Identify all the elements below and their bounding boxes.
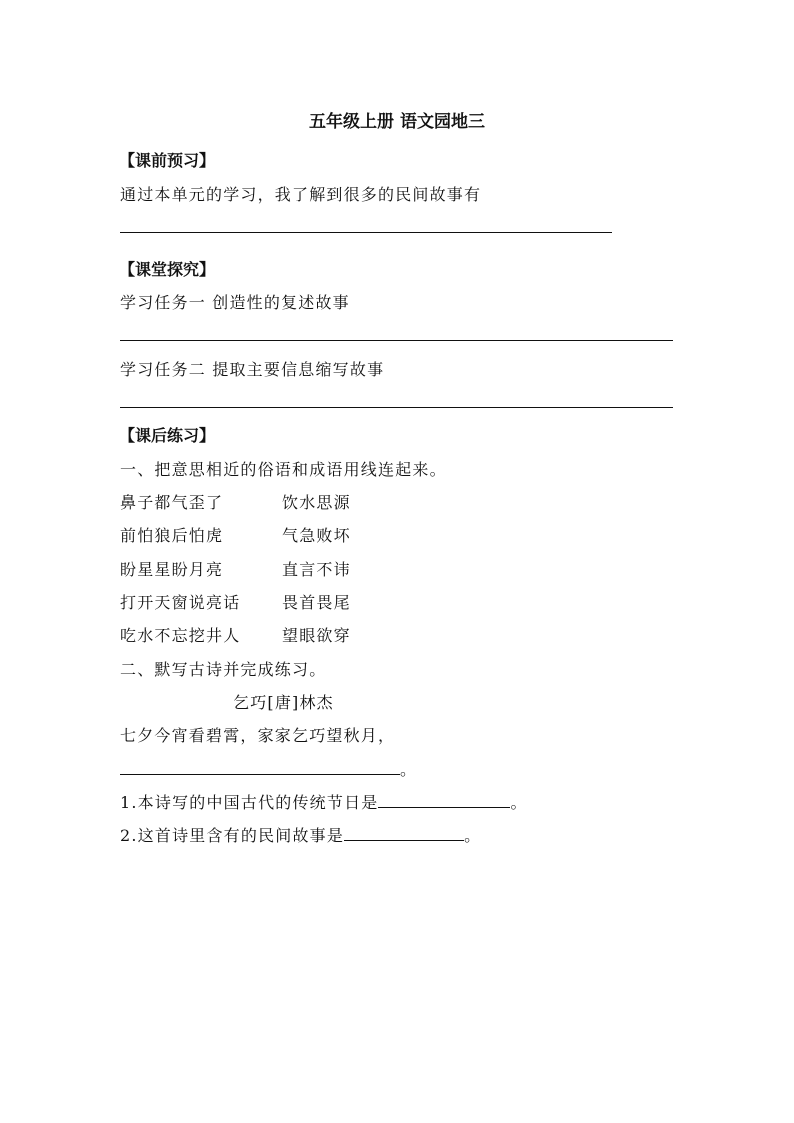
pair-right-3[interactable]: 直言不讳 [282, 560, 351, 579]
pair-left-4[interactable]: 打开天窗说亮话 [120, 593, 241, 612]
poem-line-2-period: 。 [400, 760, 418, 779]
task1-answer-line[interactable] [120, 340, 673, 341]
sub-question-1: 1.本诗写的中国古代的传统节日是 [120, 793, 379, 812]
task1-text: 学习任务一 创造性的复述故事 [120, 293, 350, 312]
preview-answer-line[interactable] [120, 232, 612, 233]
pair-left-1[interactable]: 鼻子都气歪了 [120, 493, 224, 512]
task2-answer-line[interactable] [120, 407, 673, 408]
sub-question-2: 2.这首诗里含有的民间故事是 [120, 826, 345, 845]
poem-line-2-row [120, 757, 417, 780]
task2-text: 学习任务二 提取主要信息缩写故事 [120, 360, 385, 379]
sub-question-2-blank[interactable] [344, 826, 464, 841]
poem-title: 乞巧[唐]林杰 [233, 693, 334, 712]
pair-right-1[interactable]: 饮水思源 [282, 493, 351, 512]
sub-question-1-blank[interactable] [378, 793, 510, 808]
sub-question-2-period: 。 [464, 826, 482, 845]
sub-question-1-row [120, 790, 528, 813]
poem-line-1: 七夕今宵看碧霄，家家乞巧望秋月， [120, 726, 396, 745]
sub-question-2-row [120, 823, 481, 846]
pair-left-3[interactable]: 盼星星盼月亮 [120, 560, 224, 579]
sub-question-1-period: 。 [510, 793, 528, 812]
explore-heading: 【课堂探究】 [119, 260, 216, 279]
pair-right-2[interactable]: 气急败坏 [282, 526, 351, 545]
pair-left-2[interactable]: 前怕狼后怕虎 [120, 526, 224, 545]
practice-heading: 【课后练习】 [119, 426, 216, 445]
pair-left-5[interactable]: 吃水不忘挖井人 [120, 626, 241, 645]
page-title: 五年级上册 语文园地三 [309, 112, 485, 132]
pair-right-4[interactable]: 畏首畏尾 [282, 593, 351, 612]
pair-right-5[interactable]: 望眼欲穿 [282, 626, 351, 645]
poem-line-2-blank[interactable] [120, 760, 400, 775]
q2-text: 二、默写古诗并完成练习。 [120, 660, 327, 679]
preview-heading: 【课前预习】 [119, 151, 216, 170]
q1-text: 一、把意思相近的俗语和成语用线连起来。 [120, 460, 447, 479]
preview-prompt: 通过本单元的学习，我了解到很多的民间故事有 [120, 185, 482, 204]
